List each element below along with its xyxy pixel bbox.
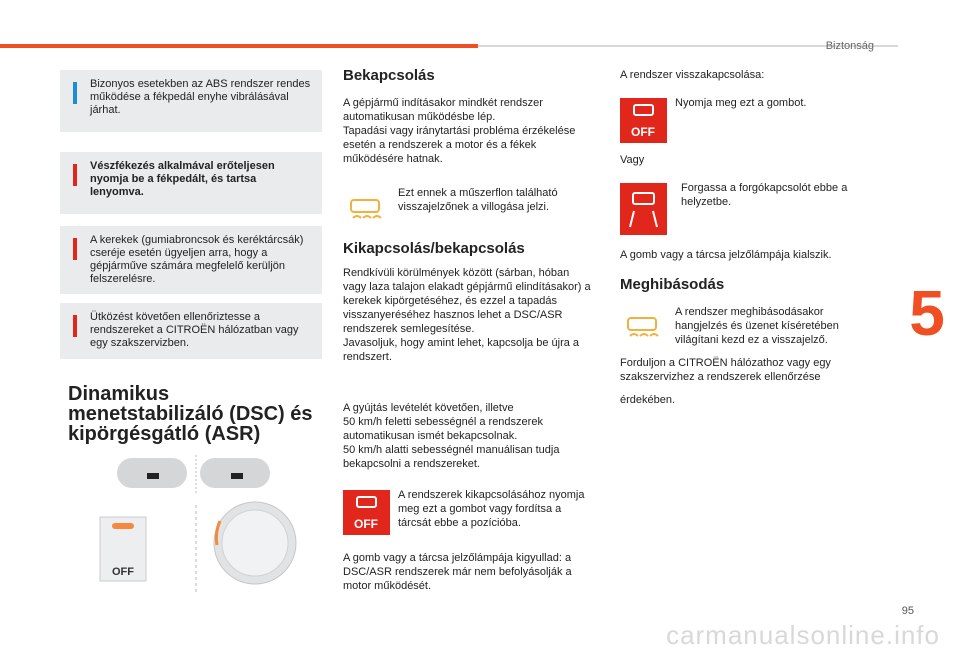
- paragraph: A gomb vagy a tárcsa jelzőlámpája kialszik.: [620, 249, 832, 261]
- watermark: carmanualsonline.info: [666, 620, 940, 650]
- paragraph: Ezt ennek a műszerflon található visszajelzőnek a villogása jelzi.: [398, 187, 558, 213]
- paragraph: A gyújtás levételét követően, illetve 50 km/h feletti sebességnél a rendszerek automatikusan ismét bekapcsolnak. 50 km/h alatti sebességnél manuálisan tudja bekapcsolni a rendszereket.: [343, 402, 560, 470]
- dashboard-controls-drawing: [95, 455, 327, 600]
- paragraph: Vagy: [620, 154, 645, 166]
- header-accent-bar: [0, 44, 478, 48]
- heading-kikapcsolas: Kikapcsolás/bekapcsolás: [343, 240, 525, 257]
- section-title: Biztonság: [825, 40, 874, 52]
- warning-icon: [73, 238, 77, 260]
- note-text: Vészfékezés alkalmával erőteljesen nyomja be a fékpedált, és tartsa lenyomva.: [90, 160, 275, 198]
- warning-icon: [73, 315, 77, 337]
- off-text: OFF: [112, 566, 134, 578]
- note-text: A kerekek (gumiabroncsok és keréktárcsák) cseréje esetén ügyeljen arra, hogy a gépjárműve számára megfelelő kerüljön felszerelésre.: [90, 234, 304, 285]
- note-text: Ütközést követően ellenőriztesse a rendszereket a CITROËN hálózatban vagy egy szakszervizben.: [90, 311, 299, 349]
- chapter-number: 5: [894, 271, 960, 355]
- page-number: 95: [901, 605, 914, 617]
- esp-off-icon: [343, 490, 390, 535]
- traction-dial-icon: [620, 183, 667, 235]
- warning-note: [60, 152, 322, 214]
- paragraph: A gomb vagy a tárcsa jelzőlámpája kigyullad: a DSC/ASR rendszerek már nem befolyásolják a motor működését.: [343, 552, 572, 592]
- heading-meghibasodas: Meghibásodás: [620, 276, 725, 293]
- warning-note: [60, 226, 322, 294]
- warning-note: [60, 303, 322, 359]
- main-heading: Dinamikus menetstabilizáló (DSC) és kipörgésgátló (ASR): [68, 383, 313, 445]
- note-text: Bizonyos esetekben az ABS rendszer rendes működése a fékpedál enyhe vibrálásával járhat.: [90, 78, 311, 116]
- paragraph: A rendszer meghibásodásakor hangjelzés és üzenet kíséretében világítani kezd ez a visszajelző.: [675, 306, 839, 346]
- info-icon: [73, 82, 77, 104]
- heading-bekapcsolas: Bekapcsolás: [343, 67, 435, 84]
- control-illustration: [95, 455, 327, 600]
- info-note: [60, 70, 322, 132]
- paragraph: érdekében.: [620, 394, 676, 406]
- warning-icon: [73, 164, 77, 186]
- paragraph: Forduljon a CITROËN hálózathoz vagy egy szakszervizhez a rendszerek ellenőrzése: [620, 357, 831, 383]
- paragraph: A rendszer visszakapcsolása:: [620, 69, 765, 81]
- paragraph: A rendszerek kikapcsolásához nyomja meg ezt a gombot vagy fordítsa a tárcsát ebbe a pozícióba.: [398, 489, 585, 529]
- off-text: OFF: [631, 125, 655, 139]
- traction-fault-icon: [620, 306, 667, 351]
- paragraph: A gépjármű indításakor mindkét rendszer automatikusan működésbe lép. Tapadási vagy iránytartási probléma érzékelése esetén a rendszerek a motor és a fékek működésére hatnak.: [343, 97, 576, 165]
- traction-warning-icon: [343, 188, 390, 233]
- paragraph: Rendkívüli körülmények között (sárban, hóban vagy laza talajon elakadt gépjármű elindításakor) a kerekek kipörgetéséhez, és ezzel a tapadás visszanyeréséhez hasznos lehet a DSC/ASR rendszerek semlegesítése. Javasoljuk, hogy amint lehet, kapcsolja be újra a rendszert.: [343, 267, 591, 363]
- esp-off-icon: [620, 98, 667, 143]
- paragraph: Forgassa a forgókapcsolót ebbe a helyzetbe.: [681, 182, 848, 208]
- paragraph: Nyomja meg ezt a gombot.: [675, 97, 807, 109]
- off-text: OFF: [354, 517, 378, 531]
